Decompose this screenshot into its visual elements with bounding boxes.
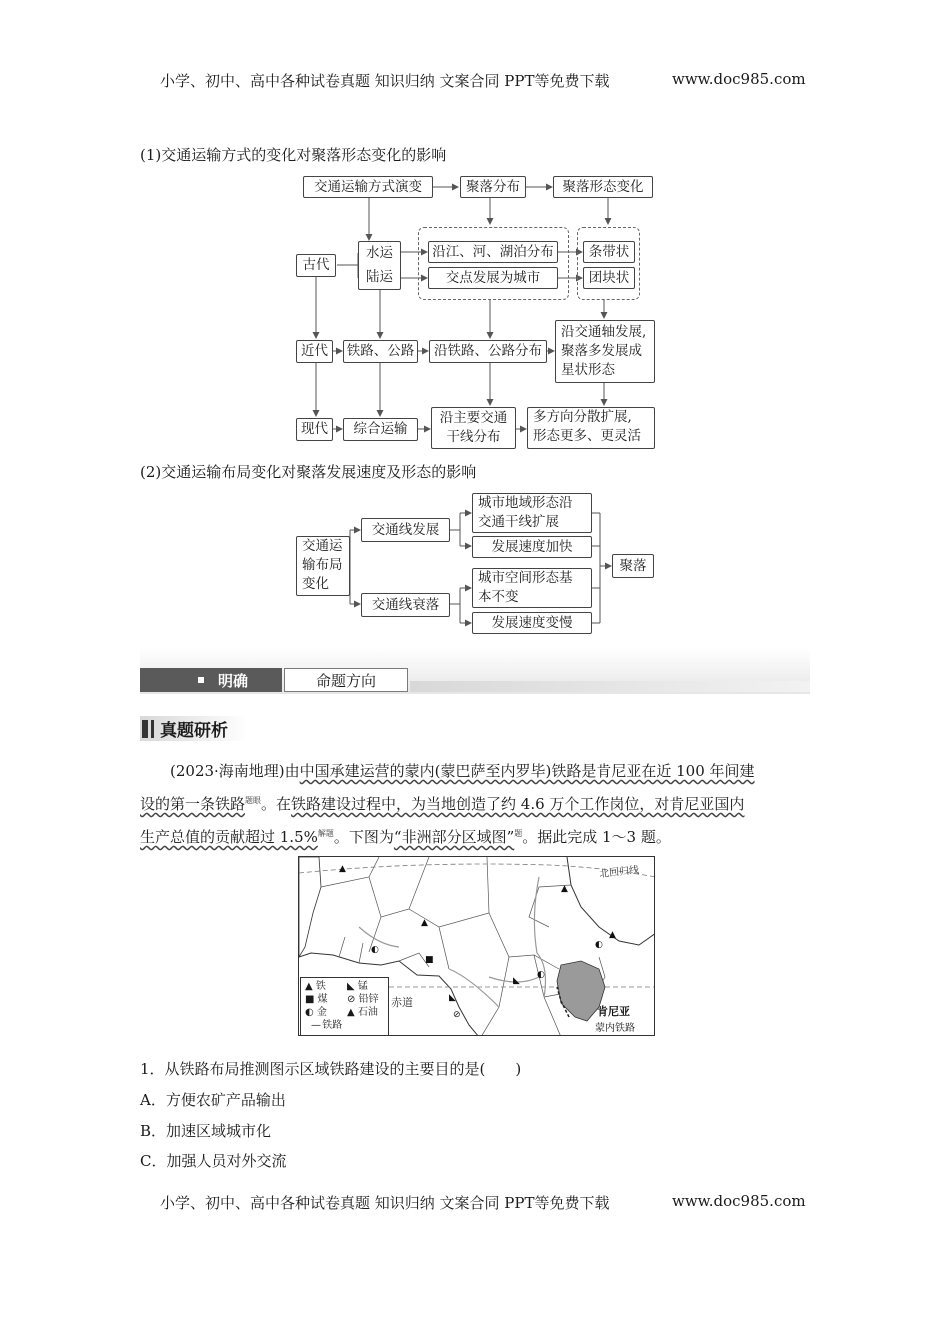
dispersed-line2: 形态更多、更灵活: [533, 428, 641, 444]
mode-land: 陆运: [366, 268, 393, 285]
banner-rule: [410, 681, 810, 692]
node-along-rail-road: 沿铁路、公路分布: [429, 340, 547, 363]
africa-map: [298, 856, 655, 1036]
map-symbol: ◐: [595, 940, 603, 950]
passage-key4: 生产总值的贡献超过 1.5%: [140, 828, 318, 846]
trunk-line1: 沿主要交通: [439, 410, 508, 426]
map-symbol: ◣: [513, 976, 520, 986]
map-label-tropic: 北回归线: [598, 864, 640, 881]
banner-tab-clear: [140, 668, 282, 692]
passage-quote: “非洲部分区域图”: [393, 828, 515, 846]
map-symbol: ▲: [339, 864, 346, 874]
legend-label-gold: 金: [316, 1007, 327, 1018]
node-line-decline: 交通线衰落: [361, 593, 450, 617]
map-symbol: ▲: [609, 930, 616, 940]
node-junction-cities: 交点发展为城市: [428, 267, 558, 289]
node-layout-change: [296, 536, 350, 596]
passage-source: (2023·海南地理)由: [170, 762, 300, 780]
passage-line3: [140, 819, 812, 852]
banner-light-text: 命题方向: [315, 671, 376, 690]
layout-line2: 输布局: [302, 557, 343, 573]
footer-text: 小学、初中、高中各种试卷真题 知识归纳 文案合同 PPT等免费下载: [160, 1194, 610, 1212]
q1-stem: 1．从铁路布局推测图示区域铁路建设的主要目的是( ): [140, 1060, 522, 1078]
node-expand-along-trunk: [472, 493, 592, 533]
map-label-kenya: 肯尼亚: [597, 1005, 630, 1018]
node-speed-down: 发展速度变慢: [472, 612, 592, 634]
legend-symbol-coal: ■: [305, 994, 315, 1005]
passage-key1: 中国承建运营的蒙内(蒙巴萨至内罗毕)铁路是肯尼亚在近 100 年间建: [299, 762, 755, 780]
node-settlement-form-change: 聚落形态变化: [553, 176, 653, 198]
section2-title: (2)交通运输布局变化对聚落发展速度及形态的影响: [140, 463, 477, 481]
node-star-form: [555, 320, 655, 383]
legend-symbol-oil: ▲: [347, 1007, 355, 1018]
passage-line2: [140, 786, 812, 819]
legend-label-railway: 铁路: [322, 1020, 343, 1031]
banner-bold-text: 明确: [218, 671, 249, 690]
legend-symbol-gold: ◐: [305, 1007, 314, 1018]
passage-mark1: 题眼: [245, 796, 262, 805]
footer-url[interactable]: www.doc985.com: [672, 1192, 806, 1210]
node-settlement-distribution: 聚落分布: [460, 176, 526, 198]
node-transport-evolution: 交通运输方式演变: [303, 176, 433, 198]
node-era-ancient: 古代: [296, 254, 336, 277]
map-symbol: ◣: [449, 993, 456, 1003]
legend-label-manganese: 锰: [357, 981, 368, 992]
passage-mark2: 解题: [317, 829, 334, 838]
passage-text2: 。在: [261, 795, 292, 813]
q1-option-c[interactable]: C．加强人员对外交流: [140, 1152, 287, 1170]
node-era-modern: 近代: [296, 340, 333, 363]
q1-option-a[interactable]: A．方便农矿产品输出: [140, 1091, 286, 1109]
unchanged-line2: 本不变: [478, 589, 519, 605]
legend-label-iron: 铁: [315, 981, 326, 992]
expand-line1: 城市地域形态沿: [478, 495, 573, 511]
header-text: 小学、初中、高中各种试卷真题 知识归纳 文案合同 PPT等免费下载: [160, 72, 610, 90]
map-label-equator: 赤道: [391, 996, 413, 1009]
banner-tab-direction: [284, 668, 408, 692]
map-symbol: ◐: [371, 945, 379, 955]
node-dispersed-form: [527, 407, 655, 449]
passage-mark3: 题: [514, 829, 523, 838]
expand-line2: 交通干线扩展: [478, 514, 559, 530]
node-speed-up: 发展速度加快: [472, 536, 592, 558]
zhenti-title: 真题研析: [160, 721, 228, 741]
node-rail-road: 铁路、公路: [343, 340, 418, 363]
section1-title: (1)交通运输方式的变化对聚落形态变化的影响: [140, 146, 447, 164]
map-symbol: ◐: [537, 970, 545, 980]
question-passage: [140, 756, 812, 852]
legend-symbol-manganese: ◣: [347, 981, 355, 992]
legend-symbol-iron: ▲: [305, 981, 313, 992]
node-strip-form: 条带状: [583, 241, 635, 263]
map-symbol: ⊘: [453, 1010, 461, 1020]
passage-text4: 。据此完成 1～3 题。: [522, 828, 671, 846]
dispersed-line1: 多方向分散扩展,: [533, 409, 632, 425]
map-symbol: ▲: [421, 918, 428, 928]
zhenti-heading: [140, 716, 248, 741]
node-integrated-transport: 综合运输: [343, 418, 418, 441]
layout-line1: 交通运: [302, 538, 343, 554]
legend-label-oil: 石油: [357, 1007, 378, 1018]
passage-line1: [140, 756, 812, 786]
node-along-trunk: [431, 407, 516, 449]
passage-key3: 铁路建设过程中，为当地创造了约 4.6 万个工作岗位，对肯尼亚国内: [291, 795, 745, 813]
legend-label-coal: 煤: [317, 994, 328, 1005]
legend-symbol-leadzinc: ⊘: [347, 994, 356, 1005]
passage-key2: 设的第一条铁路: [140, 795, 246, 813]
node-form-unchanged: [472, 568, 592, 608]
legend-symbol-railway: —: [311, 1020, 319, 1031]
star-form-line2: 聚落多发展成: [561, 343, 642, 359]
mode-water: 水运: [366, 245, 393, 262]
node-era-current: 现代: [296, 418, 333, 441]
layout-line3: 变化: [302, 576, 329, 592]
node-ancient-modes: [358, 241, 401, 290]
legend-label-leadzinc: 铅锌: [358, 994, 379, 1005]
passage-text3: 。下图为: [333, 828, 394, 846]
map-legend: [300, 977, 389, 1036]
heading-bar2-icon: [151, 720, 154, 738]
star-form-line1: 沿交通轴发展,: [561, 324, 647, 340]
heading-bar-icon: [142, 720, 148, 738]
node-cluster-form: 团块状: [583, 267, 635, 289]
dashed-group-forms: [577, 227, 640, 300]
star-form-line3: 星状形态: [561, 362, 615, 378]
q1-option-b[interactable]: B．加速区域城市化: [140, 1122, 272, 1140]
map-symbol: ▲: [561, 884, 568, 894]
banner-square-icon: [198, 677, 204, 683]
header-url[interactable]: www.doc985.com: [672, 70, 806, 88]
map-label-railway: 蒙内铁路: [595, 1023, 635, 1034]
map-symbol: ■: [425, 955, 434, 965]
node-along-rivers: 沿江、河、湖泊分布: [428, 241, 558, 263]
trunk-line2: 干线分布: [446, 429, 501, 445]
unchanged-line1: 城市空间形态基: [478, 570, 573, 586]
node-settlement: 聚落: [612, 554, 654, 578]
node-line-develop: 交通线发展: [361, 518, 450, 542]
dashed-group-distribution: [418, 227, 569, 300]
